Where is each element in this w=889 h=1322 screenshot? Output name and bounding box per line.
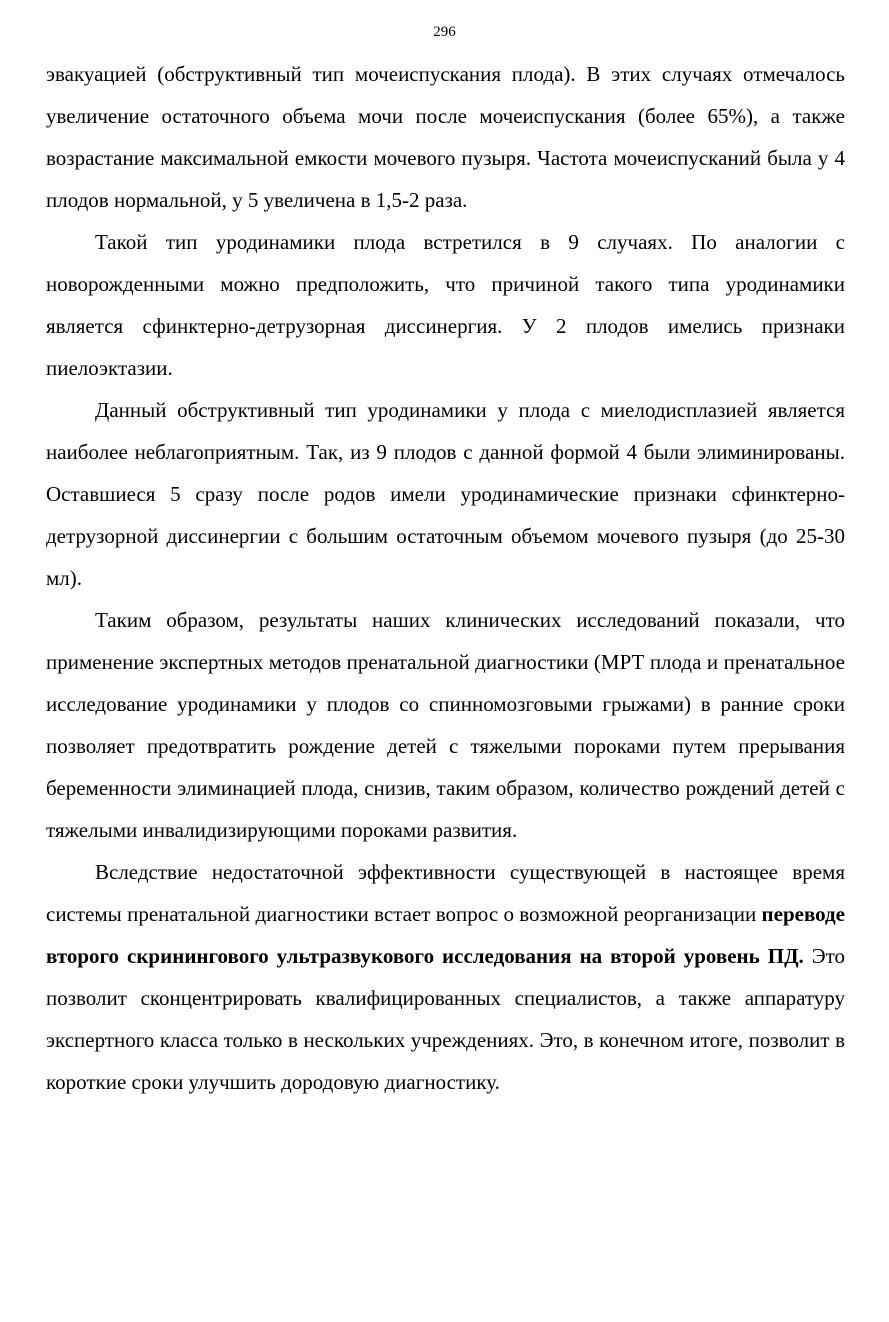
paragraph-1: эвакуацией (обструктивный тип мочеиспускания плода). В этих случаях отмечалось увеличение остаточного объема мочи после мочеиспускания (более 65%), а также возрастание максимальной емкости мочевого пузыря. Частота мочеиспусканий была у 4 плодов нормальной, у 5 увеличена в 1,5-2 раза. [46, 62, 845, 212]
paragraph-4: Таким образом, результаты наших клинических исследований показали, что применение экспертных методов пренатальной диагностики (МРТ плода и пренатальное исследование уродинамики у плодов со спинномозговыми грыжами) в ранние сроки позволяет предотвратить рождение детей с тяжелыми пороками путем прерывания беременности элиминацией плода, снизив, таким образом, количество рождений детей с тяжелыми инвалидизирующими пороками развития. [46, 608, 845, 842]
page-number: 296 [433, 24, 456, 40]
paragraph-5 [46, 851, 845, 1103]
body-text [46, 53, 845, 1103]
paragraph-3: Данный обструктивный тип уродинамики у плода с миелодисплазией является наиболее неблагоприятным. Так, из 9 плодов с данной формой 4 были элиминированы. Оставшиеся 5 сразу после родов имели уродинамические признаки сфинктерно-детрузорной диссинергии с большим остаточным объемом мочевого пузыря (до 25-30 мл). [46, 398, 845, 590]
paragraph-5-text-before: Вследствие недостаточной эффективности существующей в настоящее время системы пренатальной диагностики встает вопрос о возможной реорганизации [46, 860, 845, 926]
paragraph-2: Такой тип уродинамики плода встретился в 9 случаях. По аналогии с новорожденными можно предположить, что причиной такого типа уродинамики является сфинктерно-детрузорная диссинергия. У 2 плодов имелись признаки пиелоэктазии. [46, 230, 845, 380]
paragraph-5-bold-text: переводе второго скринингового ультразвукового исследования на второй уровень ПД. [46, 902, 845, 968]
paragraph-5-text-after: Это позволит сконцентрировать квалифицированных специалистов, а также аппаратуру экспертного класса только в нескольких учреждениях. Это, в конечном итоге, позволит в короткие сроки улучшить дородовую диагностику. [46, 944, 845, 1094]
